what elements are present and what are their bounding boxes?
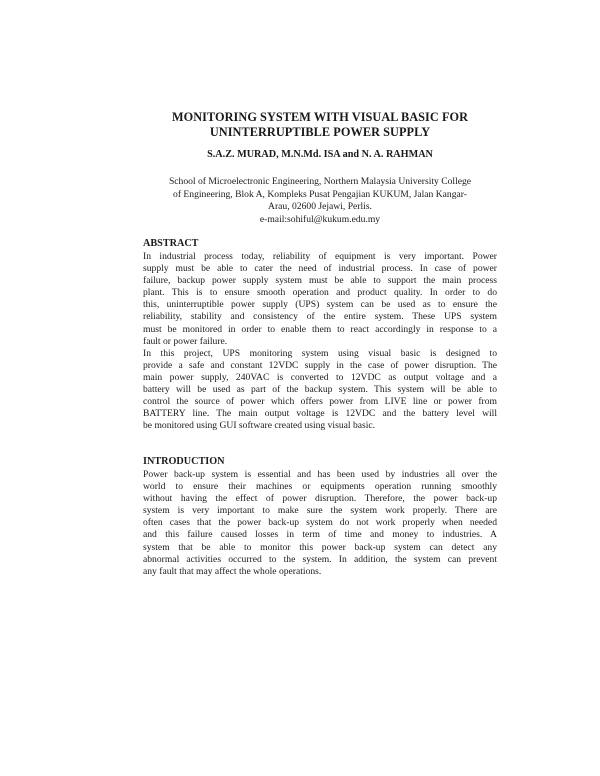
introduction-line: and this failure caused losses in term of time and money to industries. A	[143, 529, 497, 541]
paper-title	[100, 110, 540, 140]
affiliation-line: Arau, 02600 Jejawi, Perlis.	[268, 201, 372, 213]
abstract-line: control the source of power which offers power from LIVE line or power from	[143, 396, 497, 408]
affiliation-line: of Engineering, Blok A, Kompleks Pusat Pengajian KUKUM, Jalan Kangar-	[173, 188, 467, 200]
paper-authors: S.A.Z. MURAD, M.N.Md. ISA and N. A. RAHMAN	[207, 149, 433, 160]
abstract-line: this, uninterruptible power supply (UPS) system can be used as to ensure the	[143, 299, 497, 311]
abstract-line: main power supply, 240VAC is converted to 12VDC as output voltage and a	[143, 371, 497, 383]
introduction-line: system that be able to monitor this power back-up system can detect any	[143, 541, 497, 553]
abstract-line: battery will be used as part of the backup system. This system will be able to	[143, 384, 497, 396]
author-affiliation	[140, 176, 500, 226]
introduction-line: system is very important to make sure the system work properly. There are	[143, 505, 497, 517]
introduction-line: often cases that the power back-up system do not work properly when needed	[143, 517, 497, 529]
abstract-line: provide a safe and constant 12VDC supply in the case of power disruption. The	[143, 359, 497, 371]
abstract-line: failure, backup power supply system must be able to support the main process	[143, 275, 497, 287]
introduction-heading: INTRODUCTION	[143, 456, 225, 467]
introduction-line: without having the effect of power disruption. Therefore, the power back-up	[143, 493, 497, 505]
abstract-line: plant. This is to ensure smooth operation and product quality. In order to do	[143, 287, 497, 299]
abstract-line: fault or power failure.	[143, 335, 228, 347]
abstract-line: must be monitored in order to enable them to react accordingly in response to a	[143, 323, 497, 335]
introduction-line: Power back-up system is essential and has been used by industries all over the	[143, 469, 497, 480]
abstract-line: In industrial process today, reliability of equipment is very important. Power	[143, 251, 497, 262]
introduction-line: world to ensure their machines or equipments operation running smoothly	[143, 481, 497, 493]
introduction-line: abnormal activities occurred to the system. In addition, the system can prevent	[143, 553, 497, 565]
abstract-body	[143, 251, 497, 432]
abstract-heading: ABSTRACT	[143, 238, 199, 249]
abstract-line: supply must be able to cater the need of industrial process. In case of power	[143, 263, 497, 275]
introduction-line: any fault that may affect the whole operations.	[143, 565, 322, 577]
abstract-line: reliability, stability and consistency of the entire system. These UPS system	[143, 311, 497, 323]
affiliation-line: School of Microelectronic Engineering, Northern Malaysia University College	[168, 176, 472, 187]
author-email: e-mail:sohiful@kukum.edu.my	[259, 213, 381, 225]
introduction-body	[143, 469, 497, 578]
paper-title-line: UNINTERRUPTIBLE POWER SUPPLY	[209, 125, 431, 139]
abstract-line: In this project, UPS monitoring system using visual basic is designed to	[143, 347, 497, 359]
abstract-line: BATTERY line. The main output voltage is 12VDC and the battery level will	[143, 408, 497, 420]
paper-title-line: MONITORING SYSTEM WITH VISUAL BASIC FOR	[171, 110, 469, 124]
abstract-line: be monitored using GUI software created using visual basic.	[143, 420, 376, 432]
